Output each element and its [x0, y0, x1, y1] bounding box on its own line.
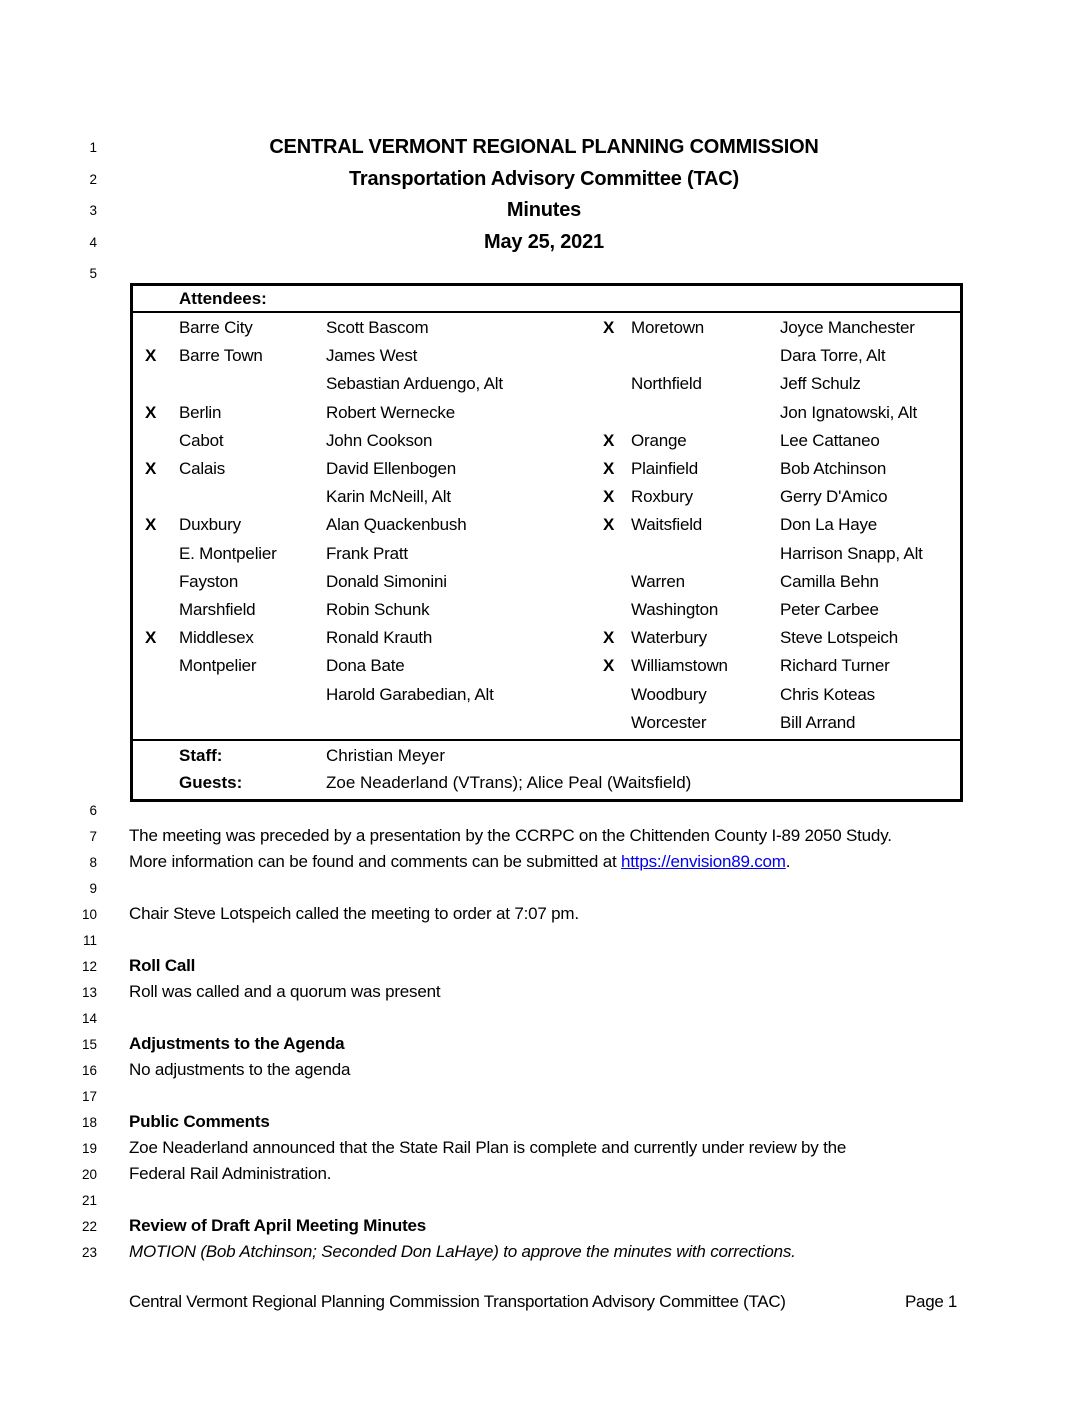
- attendance-mark: X: [145, 459, 157, 479]
- member-name: Harrison Snapp, Alt: [780, 543, 923, 563]
- town-name: Plainfield: [631, 459, 698, 479]
- attendance-mark: X: [603, 656, 615, 676]
- envision89-link[interactable]: https://envision89.com: [621, 852, 786, 871]
- body-line-text: Adjustments to the Agenda: [129, 1034, 345, 1053]
- attendees-header-label: Attendees:: [179, 288, 267, 308]
- attendees-table-header: [133, 286, 960, 313]
- body-line: [0, 1005, 1088, 1031]
- line-number: 2: [89, 171, 97, 187]
- town-name: Middlesex: [179, 628, 254, 648]
- line-number: 17: [81, 1088, 97, 1104]
- attendee-row: [133, 540, 960, 568]
- attendee-row: [133, 455, 960, 483]
- member-name: John Cookson: [326, 430, 433, 450]
- town-name: Waitsfield: [631, 515, 703, 535]
- guests-label: Guests:: [179, 773, 243, 793]
- line-number: 1: [89, 140, 97, 156]
- member-name: Frank Pratt: [326, 543, 408, 563]
- title-line-text: Transportation Advisory Committee (TAC): [348, 167, 739, 190]
- line-number: 8: [89, 854, 97, 870]
- body-line-text: No adjustments to the agenda: [129, 1060, 351, 1079]
- town-name: Warren: [631, 571, 685, 591]
- attendee-row: [133, 399, 960, 427]
- line-number: 16: [81, 1062, 97, 1078]
- body-line: [0, 797, 1088, 823]
- line-number: 4: [89, 234, 97, 250]
- body-line: [0, 953, 1088, 979]
- body-line: [0, 979, 1088, 1005]
- line-number: 3: [89, 203, 97, 219]
- body-line: [0, 1187, 1088, 1213]
- attendance-mark: X: [603, 430, 615, 450]
- member-name: Bill Arrand: [780, 712, 856, 732]
- town-name: Woodbury: [631, 684, 707, 704]
- member-name: Camilla Behn: [780, 571, 879, 591]
- town-name: Fayston: [179, 571, 239, 591]
- footer-page-number: Page 1: [905, 1292, 958, 1311]
- attendee-row: [133, 652, 960, 680]
- title-line: [0, 227, 1088, 259]
- body-line-text: Review of Draft April Meeting Minutes: [129, 1216, 427, 1235]
- town-name: Roxbury: [631, 487, 693, 507]
- line-number: 21: [81, 1192, 97, 1208]
- body-line: [0, 1135, 1088, 1161]
- line-number: 9: [89, 880, 97, 896]
- member-name: Sebastian Arduengo, Alt: [326, 374, 503, 394]
- guests-value: Zoe Neaderland (VTrans); Alice Peal (Waitsfield): [326, 773, 692, 793]
- town-name: Berlin: [179, 402, 222, 422]
- member-name: Ronald Krauth: [326, 628, 433, 648]
- footer-text: Central Vermont Regional Planning Commission Transportation Advisory Committee (TAC): [129, 1292, 786, 1311]
- town-name: E. Montpelier: [179, 543, 277, 563]
- line-number: 18: [81, 1114, 97, 1130]
- town-name: Barre Town: [179, 346, 263, 366]
- body-line: [0, 849, 1088, 875]
- attendance-mark: X: [145, 515, 157, 535]
- attendee-row: [133, 709, 960, 737]
- attendance-mark: X: [603, 318, 615, 338]
- attendee-row: [133, 568, 960, 596]
- body-line-text: Roll was called and a quorum was present: [129, 982, 441, 1001]
- town-name: Northfield: [631, 374, 702, 394]
- body-line: [0, 1057, 1088, 1083]
- line-number: 23: [81, 1244, 97, 1260]
- attendee-row: [133, 596, 960, 624]
- attendance-mark: X: [145, 402, 157, 422]
- town-name: Calais: [179, 459, 226, 479]
- member-name: Karin McNeill, Alt: [326, 487, 451, 507]
- town-name: Marshfield: [179, 599, 256, 619]
- town-name: Barre City: [179, 318, 253, 338]
- body-line: [0, 1161, 1088, 1187]
- title-line-text: May 25, 2021: [484, 230, 604, 253]
- staff-guests-section: [133, 739, 960, 799]
- member-name: Harold Garabedian, Alt: [326, 684, 494, 704]
- body-block: [0, 797, 1088, 1265]
- body-line-text: Federal Rail Administration.: [129, 1164, 332, 1183]
- attendance-mark: X: [603, 459, 615, 479]
- title-line: [0, 164, 1088, 196]
- body-line: [0, 901, 1088, 927]
- member-name: Bob Atchinson: [780, 459, 887, 479]
- body-line: [0, 927, 1088, 953]
- attendance-mark: X: [603, 515, 615, 535]
- town-name: Cabot: [179, 430, 224, 450]
- attendees-rows: [133, 313, 960, 739]
- member-name: James West: [326, 346, 418, 366]
- body-line-text: Public Comments: [129, 1112, 270, 1131]
- line-number: 6: [89, 802, 97, 818]
- guests-row: [133, 770, 960, 797]
- member-name: Peter Carbee: [780, 599, 879, 619]
- attendee-row: [133, 370, 960, 398]
- member-name: Dara Torre, Alt: [780, 346, 886, 366]
- title-line-text: CENTRAL VERMONT REGIONAL PLANNING COMMISSION: [269, 136, 819, 159]
- member-name: Gerry D'Amico: [780, 487, 888, 507]
- body-line: [0, 875, 1088, 901]
- body-line-text: Zoe Neaderland announced that the State Rail Plan is complete and currently under review by the: [129, 1138, 847, 1157]
- member-name: Jon Ignatowski, Alt: [780, 402, 917, 422]
- body-line: [0, 1083, 1088, 1109]
- member-name: Joyce Manchester: [780, 318, 915, 338]
- town-name: Williamstown: [631, 656, 728, 676]
- attendee-row: [133, 342, 960, 370]
- body-line: [0, 1031, 1088, 1057]
- attendance-mark: X: [603, 487, 615, 507]
- attendee-row: [133, 680, 960, 708]
- line-number: 12: [81, 958, 97, 974]
- line-number: 22: [81, 1218, 97, 1234]
- member-name: Don La Haye: [780, 515, 878, 535]
- title-line: [0, 195, 1088, 227]
- body-line-text: MOTION (Bob Atchinson; Seconded Don LaHaye) to approve the minutes with corrections.: [129, 1242, 796, 1261]
- line-number: 15: [81, 1036, 97, 1052]
- title-block: [0, 132, 1088, 290]
- town-name: Worcester: [631, 712, 707, 732]
- line-number: 19: [81, 1140, 97, 1156]
- line-number: 5: [89, 266, 97, 282]
- member-name: Chris Koteas: [780, 684, 875, 704]
- attendee-row: [133, 314, 960, 342]
- body-line: [0, 1109, 1088, 1135]
- body-line-text: More information can be found and comments can be submitted at https://envision89.com.: [129, 852, 791, 871]
- attendance-mark: X: [603, 628, 615, 648]
- line-number: 14: [81, 1010, 97, 1026]
- line-number: 10: [81, 906, 97, 922]
- attendee-row: [133, 624, 960, 652]
- page-footer: [0, 1292, 1088, 1314]
- member-name: David Ellenbogen: [326, 459, 457, 479]
- member-name: Richard Turner: [780, 656, 890, 676]
- attendance-mark: X: [145, 628, 157, 648]
- town-name: Orange: [631, 430, 687, 450]
- attendance-mark: X: [145, 346, 157, 366]
- staff-row: [133, 743, 960, 770]
- town-name: Duxbury: [179, 515, 241, 535]
- line-number: 11: [82, 932, 97, 948]
- town-name: Waterbury: [631, 628, 707, 648]
- town-name: Montpelier: [179, 656, 257, 676]
- attendees-table: [130, 283, 963, 802]
- member-name: Jeff Schulz: [780, 374, 861, 394]
- title-line: [0, 132, 1088, 164]
- line-number: 13: [81, 984, 97, 1000]
- member-name: Dona Bate: [326, 656, 405, 676]
- member-name: Lee Cattaneo: [780, 430, 880, 450]
- body-line-text: The meeting was preceded by a presentation by the CCRPC on the Chittenden County I-89 2050 Study.: [129, 826, 892, 845]
- body-line-text: Chair Steve Lotspeich called the meeting to order at 7:07 pm.: [129, 904, 579, 923]
- body-line: [0, 823, 1088, 849]
- member-name: Steve Lotspeich: [780, 628, 898, 648]
- member-name: Alan Quackenbush: [326, 515, 467, 535]
- staff-value: Christian Meyer: [326, 746, 446, 766]
- member-name: Scott Bascom: [326, 318, 429, 338]
- town-name: Moretown: [631, 318, 705, 338]
- title-line-text: Minutes: [506, 199, 582, 222]
- attendee-row: [133, 427, 960, 455]
- member-name: Donald Simonini: [326, 571, 447, 591]
- staff-label: Staff:: [179, 746, 223, 766]
- line-number: 20: [81, 1166, 97, 1182]
- town-name: Washington: [631, 599, 719, 619]
- body-line-text: Roll Call: [129, 956, 196, 975]
- body-line: [0, 1213, 1088, 1239]
- attendee-row: [133, 483, 960, 511]
- attendee-row: [133, 511, 960, 539]
- member-name: Robert Wernecke: [326, 402, 455, 422]
- member-name: Robin Schunk: [326, 599, 430, 619]
- line-number: 7: [89, 828, 97, 844]
- body-line: [0, 1239, 1088, 1265]
